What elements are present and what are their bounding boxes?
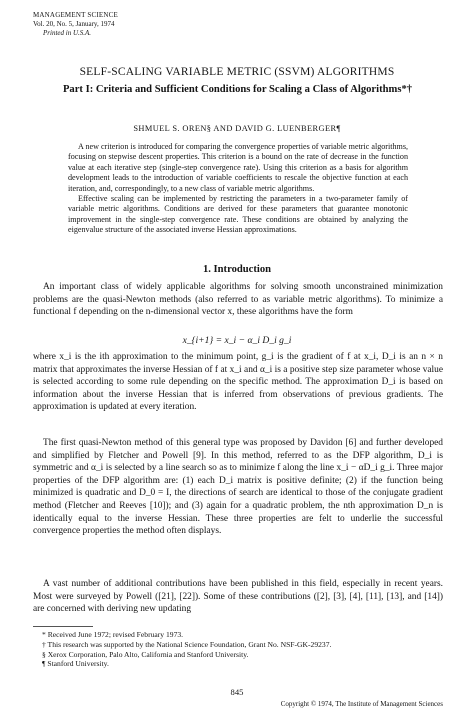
copyright-notice: Copyright © 1974, The Institute of Management Sciences xyxy=(280,700,443,708)
footnote-affiliation-oren: § Xerox Corporation, Palo Alto, California and Stanford University. xyxy=(42,649,249,659)
journal-header xyxy=(33,11,118,38)
footnote-received: * Received June 1972; revised February 1973. xyxy=(42,630,184,639)
body-paragraph-4: A vast number of additional contributions have been published in this field, especially in recent years. Most were surveyed by Powell ([21], [22]). Some of these contributions ([2], [3], [4], [11], [13], and [14]) are concerned with deriving new updating xyxy=(33,579,443,615)
paper-title: SELF-SCALING VARIABLE METRIC (SSVM) ALGORITHMS xyxy=(79,66,395,78)
body-paragraph-2: where x_i is the ith approximation to the minimum point, g_i is the gradient of f at x_i, D_i is an n × n matrix that approximates the inverse Hessian of f at x_i and α_i is a positive step size parameter whose value is selected according to some rule depending on the specific method. The approximation D_i is based on information about the inverse Hessian that is inferred from observations of previous gradients. The approximation is updated at every iteration. xyxy=(33,352,443,413)
footnotes xyxy=(33,630,443,669)
abstract-paragraph-2: Effective scaling can be implemented by restricting the parameters in a two-parameter family of variable metric algorithms. Conditions are derived for these parameters that guarantee monotonic improvement in the single-step convergence rate. These conditions are obtained by analyzing the eigenvalue structure of the associated inverse Hessian approximations. xyxy=(68,194,408,235)
footnote-affiliation-luenberger: ¶ Stanford University. xyxy=(42,659,109,669)
abstract-paragraph-1: A new criterion is introduced for comparing the convergence properties of variable metric algorithms, focusing on stepwise descent properties. This criterion is a bound on the rate of decrease in the function value at each iterative step (single-step convergence rate). Using this criterion as a basis for algorithm development leads to the introduction of variable coefficients to rescale the objective function at each iteration, and, correspondingly, to a new class of variable metric algorithms. xyxy=(68,142,408,193)
author-line: SHMUEL S. OREN§ AND DAVID G. LUENBERGER¶ xyxy=(133,124,341,133)
footnote-rule xyxy=(33,626,93,627)
paper-subtitle: Part I: Criteria and Sufficient Conditions for Scaling a Class of Algorithms*† xyxy=(62,84,413,95)
page-number: 845 xyxy=(230,687,244,697)
body-paragraph-1: An important class of widely applicable algorithms for solving smooth unconstrained minimization problems are the quasi-Newton methods (also referred to as variable metric algorithms). To minimize a functional f depending on the n-dimensional vector x, these algorithms have the form xyxy=(33,282,443,318)
journal-name: MANAGEMENT SCIENCE xyxy=(33,11,118,19)
journal-issue: Vol. 20, No. 5, January, 1974 xyxy=(33,20,115,28)
footnote-funding: † This research was supported by the National Science Foundation, Grant No. NSF-GK-29237. xyxy=(42,639,332,649)
printed-note: Printed in U.S.A. xyxy=(43,29,92,37)
abstract xyxy=(68,142,408,236)
section-heading: 1. Introduction xyxy=(202,264,272,275)
body-paragraph-3: The first quasi-Newton method of this general type was proposed by Davidon [6] and further developed and simplified by Fletcher and Powell [9]. In this method, referred to as the DFP algorithm, D_i is symmetric and α_i is selected by a line search so as to minimize f along the line x_i − αD_i g_i. Three major properties of the DFP algorithm are: (1) each D_i matrix is positive definite; (2) if the function being minimized is quadratic and D_0 = I, the directions of search are identical to those of the conjugate gradient method (Fletcher and Reeves [10]); and (3) again for a quadratic problem, the nth approximation D_n is identically equal to the inverse Hessian. These three properties are felt to underlie the successful convergence properties the method often displays. xyxy=(33,438,443,537)
update-equation: x_{i+1} = x_i − α_i D_i g_i xyxy=(182,335,292,346)
